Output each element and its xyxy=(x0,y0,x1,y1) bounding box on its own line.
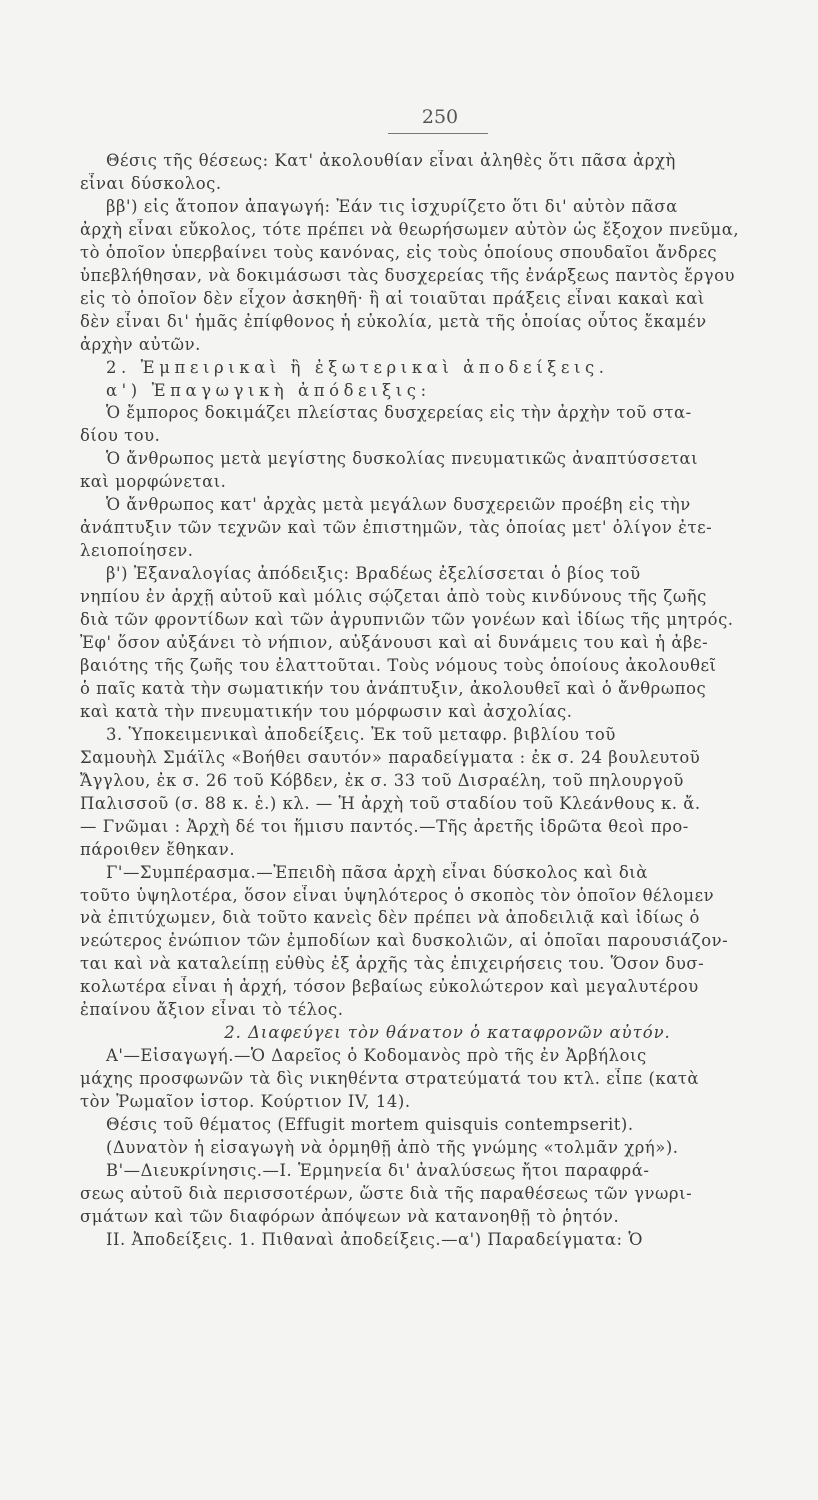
text-line: τὸ ὁποῖον ὑπερβαίνει τοὺς κανόνας, εἰς τοὺς ὁποίους σπουδαῖοι ἄνδρες xyxy=(80,242,718,262)
page-number: 250 xyxy=(421,106,459,128)
text-line: β') Ἐξαναλογίας ἀπόδειξις: Βραδέως ἐξελίσσεται ὁ βίος τοῦ xyxy=(106,564,641,584)
text-line: ται καὶ νὰ καταλείπῃ εὐθὺς ἐξ ἀρχῆς τὰς ἐπιχειρήσεις του. Ὅσον δυσ- xyxy=(80,954,705,974)
text-line: καὶ μορφώνεται. xyxy=(80,472,227,492)
text-line: νηπίου ἐν ἀρχῇ αὐτοῦ καὶ μόλις σῴζεται ἀπὸ τοὺς κινδύνους τῆς ζωῆς xyxy=(80,587,707,607)
text-line: Ἄγγλου, ἐκ σ. 26 τοῦ Κόβδεν, ἐκ σ. 33 τοῦ Δισραέλη, τοῦ πηλουργοῦ xyxy=(80,770,684,790)
text-line: Θέσις τοῦ θέματος (Effugit mortem quisquis contempserit). xyxy=(106,1115,634,1135)
text-line: νὰ ἐπιτύχωμεν, διὰ τοῦτο κανεὶς δὲν πρέπει νὰ ἀποδειλιᾷ καὶ ἰδίως ὁ xyxy=(80,908,700,928)
text-line: — Γνῶμαι : Ἀρχὴ δέ τοι ἥμισυ παντός.—Τῆς ἀρετῆς ἱδρῶτα θεοὶ προ- xyxy=(80,816,689,836)
text-line: Α'—Εἰσαγωγή.—Ὁ Δαρεῖος ὁ Κοδομανὸς πρὸ τῆς ἐν Ἀρβήλοις xyxy=(106,1046,647,1066)
text-line: σμάτων καὶ τῶν διαφόρων ἀπόψεων νὰ κατανοηθῇ τὸ ῥητόν. xyxy=(80,1206,620,1226)
text-line: Θέσις τῆς θέσεως: Κατ' ἀκολουθίαν εἶναι ἀληθὲς ὅτι πᾶσα ἀρχὴ xyxy=(106,151,676,170)
text-line: (Δυνατὸν ἡ εἰσαγωγὴ νὰ ὁρμηθῇ ἀπὸ τῆς γνώμης «τολμᾶν χρή»). xyxy=(106,1137,679,1157)
text-line: Σαμουὴλ Σμάϊλς «Βοήθει σαυτόν» παραδείγματα : ἐκ σ. 24 βουλευτοῦ xyxy=(80,747,701,767)
text-line: Ὁ ἄνθρωπος μετὰ μεγίστης δυσκολίας πνευματικῶς ἀναπτύσσεται xyxy=(106,449,699,469)
text-line: ὁ παῖς κατὰ τὴν σωματικήν του ἀνάπτυξιν, ἀκολουθεῖ καὶ ὁ ἄνθρωπος xyxy=(80,678,707,698)
text-line: Ἐφ' ὅσον αὐξάνει τὸ νήπιον, αὐξάνουσι καὶ αἱ δυνάμεις του καὶ ἡ ἀβε- xyxy=(80,633,709,653)
text-line: πάροιθεν ἔθηκαν. xyxy=(80,839,236,859)
page-number-rule xyxy=(388,133,488,134)
section-heading: 3. Ὑποκειμενικαὶ ἀποδείξεις. Ἐκ τοῦ μεταφρ. βιβλίου τοῦ xyxy=(106,724,616,744)
text-line: τοῦτο ὑψηλοτέρα, ὅσον εἶναι ὑψηλότερος ὁ σκοπὸς τὸν ὁποῖον θέλομεν xyxy=(80,885,715,905)
text-line: μάχης προσφωνῶν τὰ δὶς νικηθέντα στρατεύματά του κτλ. εἶπε (κατὰ xyxy=(80,1069,700,1089)
text-line: κολωτέρα εἶναι ἡ ἀρχή, τόσον βεβαίως εὐκολώτερον καὶ μεγαλυτέρου xyxy=(80,977,699,997)
text-line: βαιότης τῆς ζωῆς του ἐλαττοῦται. Τοὺς νόμους τοὺς ὁποίους ἀκολουθεῖ xyxy=(80,655,717,675)
text-line: δίου του. xyxy=(80,426,161,446)
text-line: Παλισσοῦ (σ. 88 κ. ἑ.) κλ. — Ἡ ἀρχὴ τοῦ σταδίου τοῦ Κλεάνθους κ. ἄ. xyxy=(80,793,701,813)
text-line: ἀρχὴν αὐτῶν. xyxy=(80,334,201,354)
text-line: εἶναι δύσκολος. xyxy=(80,173,222,193)
text-line: Ὁ ἄνθρωπος κατ' ἀρχὰς μετὰ μεγάλων δυσχερειῶν προέβη εἰς τὴν xyxy=(106,495,691,515)
text-line: τὸν Ῥωμαῖον ἱστορ. Κούρτιον IV, 14). xyxy=(80,1092,411,1112)
body-text xyxy=(80,150,815,1252)
text-line: διὰ τῶν φροντίδων καὶ τῶν ἀγρυπνιῶν τῶν γονέων καὶ ἰδίως τῆς μητρός. xyxy=(80,610,734,630)
text-line: ΙΙ. Ἀποδείξεις. 1. Πιθαναὶ ἀποδείξεις.—α') Παραδείγματα: Ὁ xyxy=(106,1229,643,1249)
text-line: ὑπεβλήθησαν, νὰ δοκιμάσωσι τὰς δυσχερείας τῆς ἐνάρξεως παντὸς ἔργου xyxy=(80,265,736,285)
text-line: ἀρχὴ εἶναι εὔκολος, τότε πρέπει νὰ θεωρήσωμεν αὐτὸν ὡς ἔξοχον πνεῦμα, xyxy=(80,219,740,239)
text-line: Β'—Διευκρίνησις.—Ι. Ἑρμηνεία δι' ἀναλύσεως ἤτοι παραφρά- xyxy=(106,1160,650,1180)
topic-heading: 2. Διαφεύγει τὸν θάνατον ὁ καταφρονῶν αὐτόν. xyxy=(224,1023,671,1043)
text-line: νεώτερος ἐνώπιον τῶν ἐμποδίων καὶ δυσκολιῶν, αἱ ὁποῖαι παρουσιάζον- xyxy=(80,931,729,951)
text-line: Ὁ ἔμπορος δοκιμάζει πλείστας δυσχερείας εἰς τὴν ἀρχὴν τοῦ στα- xyxy=(106,403,692,423)
text-line: δὲν εἶναι δι' ἡμᾶς ἐπίφθονος ἡ εὐκολία, μετὰ τῆς ὁποίας οὗτος ἔκαμέν xyxy=(80,311,707,331)
text-line: σεως αὐτοῦ διὰ περισσοτέρων, ὥστε διὰ τῆς παραθέσεως τῶν γνωρι- xyxy=(80,1183,693,1203)
text-line: καὶ κατὰ τὴν πνευματικήν του μόρφωσιν καὶ ἀσχολίας. xyxy=(80,701,573,721)
text-line: ββ') εἰς ἄτοπον ἀπαγωγή: Ἐάν τις ἰσχυρίζετο ὅτι δι' αὐτὸν πᾶσα xyxy=(106,196,678,216)
text-line: ἀνάπτυξιν τῶν τεχνῶν καὶ τῶν ἐπιστημῶν, τὰς ὁποίας μετ' ὀλίγον ἐτε- xyxy=(80,518,713,538)
subsection-heading: α') Ἐπαγωγικὴ ἀπόδειξις: xyxy=(106,380,431,400)
section-heading: 2. Ἐμπειρικαὶ ἢ ἐξωτερικαὶ ἀποδείξεις. xyxy=(106,357,609,377)
text-line: εἰς τὸ ὁποῖον δὲν εἶχον ἀσκηθῆ· ἢ αἱ τοιαῦται πράξεις εἶναι κακαὶ καὶ xyxy=(80,288,705,308)
text-line: λειοποίησεν. xyxy=(80,541,194,561)
text-line: ἐπαίνου ἄξιον εἶναι τὸ τέλος. xyxy=(80,1000,344,1020)
text-line: Γ'—Συμπέρασμα.—Ἐπειδὴ πᾶσα ἀρχὴ εἶναι δύσκολος καὶ διὰ xyxy=(106,862,648,882)
